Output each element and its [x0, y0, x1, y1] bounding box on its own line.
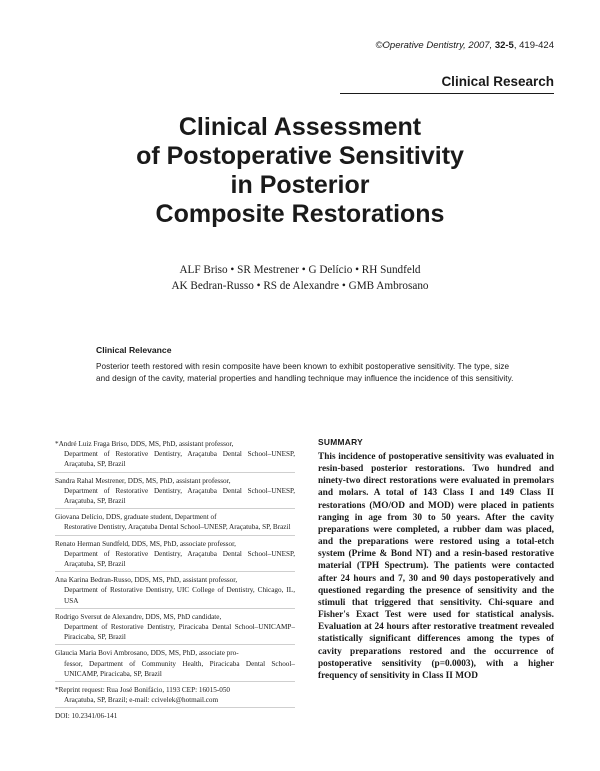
author-line: ALF Briso • SR Mestrener • G Delício • RH Sundfeld	[179, 264, 421, 276]
affiliation-first-line: *Reprint request: Rua José Bonifácio, 1193 CEP: 16015-050	[55, 686, 231, 695]
clinical-relevance-text: Posterior teeth restored with resin composite have been known to exhibit postoperative sensitivity. The type, size and design of the cavity, material properties and handling technique may influence the incidence of this sensitivity.	[96, 362, 514, 383]
title-line: in Posterior	[230, 171, 370, 199]
citation-volume: 32-5	[494, 40, 514, 51]
affiliation-continuation: Department of Restorative Dentistry, Araçatuba Dental School–UNESP, Araçatuba, SP, Brazil	[64, 486, 295, 506]
article-title	[80, 113, 520, 229]
affiliation-entry	[55, 648, 295, 682]
affiliation-continuation: Department of Restorative Dentistry, Araçatuba Dental School–UNESP, Araçatuba, SP, Brazil	[64, 450, 295, 469]
affiliation-entry	[55, 439, 295, 473]
section-label: Clinical Research	[441, 74, 554, 89]
summary-text: This incidence of postoperative sensitivity was evaluated in resin-based posterior restorations. Two hundred and ninety-two direct restorations were evaluated in premolars and molars. A total of 143 Class I and 149 Class II restorations (MO/OD and MOD) were placed in patients ranging in age from 30 to 50 years. After the cavity preparations were completed, a rubber dam was placed, and the preparations were restored using a total-etch system (Prime & Bond NT) and a resin-based restorative material (TPH Spectrum). The patients were contacted after 24 hours and 7, 30 and 90 days postoperatively and questioned regarding the presence of sensitivity and the stimuli that triggered that sensitivity. Chi-square and Fisher's Exact Test were used for statistical analysis. Evaluation at 24 hours after restorative treatment revealed statistically significant differences among the types of cavity preparations restored and the occurrence of postoperative sensitivity (p=0.0003), with a higher frequency of sensitivity in Class II MOD	[318, 452, 554, 681]
reprint-request	[55, 685, 295, 708]
summary-heading: SUMMARY	[318, 437, 364, 447]
header-rule	[340, 93, 554, 94]
affiliation-continuation: fessor, Department of Community Health, Piracicaba Dental School–UNICAMP, Piracicaba, SP, Brazil	[64, 659, 295, 678]
affiliation-entry	[55, 575, 295, 609]
affiliation-entry	[55, 539, 295, 573]
title-line: Clinical Assessment	[178, 113, 422, 141]
affiliation-first-line: Rodrigo Sversut de Alexandre, DDS, MS, PhD candidate,	[55, 612, 222, 621]
affiliation-first-line: Giovana Delício, DDS, graduate student, Department of	[55, 513, 217, 522]
affiliation-continuation: Department of Restorative Dentistry, Piracicaba Dental School–UNICAMP–Piracicaba, SP, Brazil	[64, 623, 295, 642]
doi: DOI: 10.2341/06-141	[55, 712, 118, 721]
author-line: AK Bedran-Russo • RS de Alexandre • GMB Ambrosano	[171, 280, 429, 292]
affiliation-first-line: Sandra Rahal Mestrener, DDS, MS, PhD, assistant professor,	[55, 476, 231, 485]
citation-prefix: ©Operative Dentistry, 2007,	[375, 40, 493, 51]
affiliation-first-line: *André Luiz Fraga Briso, DDS, MS, PhD, assistant professor,	[55, 440, 234, 448]
affiliation-entry	[55, 612, 295, 646]
journal-citation	[376, 40, 554, 51]
title-line: Composite Restorations	[155, 200, 445, 228]
affiliation-first-line: Renato Herman Sundfeld, DDS, MS, PhD, associate professor,	[55, 539, 236, 548]
author-affiliations	[55, 439, 295, 722]
affiliation-continuation: Department of Restorative Dentistry, Araçatuba Dental School–UNESP, Araçatuba, SP, Brazil	[64, 549, 295, 569]
title-line: of Postoperative Sensitivity	[136, 142, 464, 170]
affiliation-entry	[55, 476, 295, 510]
affiliation-first-line: Ana Karina Bedran-Russo, DDS, MS, PhD, assistant professor,	[55, 576, 238, 585]
affiliation-continuation: Araçatuba, SP, Brazil; e-mail: ccivelek@hotmail.com	[64, 696, 219, 705]
affiliation-continuation: Department of Restorative Dentistry, UIC College of Dentistry, Chicago, IL, USA	[64, 586, 295, 605]
clinical-relevance-heading: Clinical Relevance	[96, 345, 172, 355]
affiliation-entry	[55, 512, 295, 535]
affiliation-continuation: Restorative Dentistry, Araçatuba Dental School–UNESP, Araçatuba, SP, Brazil	[64, 523, 291, 532]
citation-pages: , 419-424	[513, 40, 554, 51]
affiliation-first-line: Glaucia Maria Bovi Ambrosano, DDS, MS, PhD, associate pro-	[55, 649, 239, 658]
author-list	[80, 262, 520, 294]
